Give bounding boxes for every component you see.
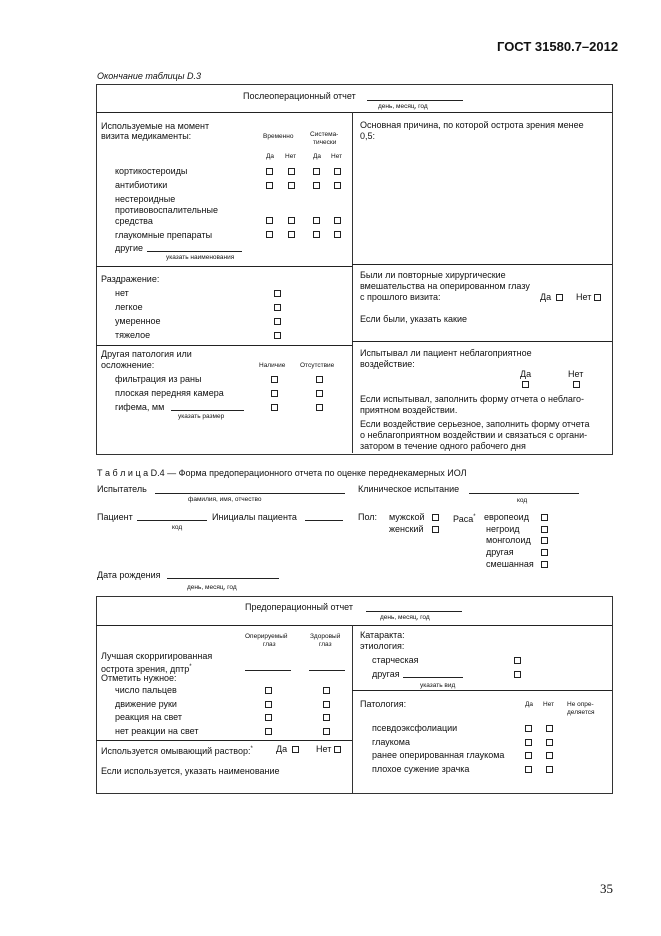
table-d4-caption: [97, 468, 467, 479]
divider: [352, 264, 612, 265]
med-other-hint: указать наименования: [166, 254, 235, 261]
col-undetermined: деляется: [567, 709, 595, 716]
reason-text: Основная причина, по которой острота зрения менее: [360, 120, 584, 130]
race-item: другая: [486, 547, 514, 557]
repeat-yes-checkbox[interactable]: [556, 294, 563, 301]
preop-date-line[interactable]: [366, 611, 462, 612]
checkbox[interactable]: [334, 182, 341, 189]
trial-line[interactable]: [469, 493, 579, 494]
pathology-item: глаукома: [372, 737, 410, 747]
adverse-no-label: Нет: [568, 369, 584, 379]
birth-hint: день, месяц, год: [187, 584, 237, 591]
checkbox[interactable]: [334, 231, 341, 238]
trial-hint: код: [517, 497, 528, 504]
irritation-item: тяжелое: [115, 330, 151, 340]
irritation-item: легкое: [115, 302, 143, 312]
divider: [96, 112, 612, 113]
repeat-text: Были ли повторные хирургические: [360, 270, 506, 280]
checkbox[interactable]: [266, 231, 273, 238]
wash-no-checkbox[interactable]: [334, 746, 341, 753]
checkbox[interactable]: [266, 182, 273, 189]
female-checkbox[interactable]: [432, 526, 439, 533]
acuity-healthy-line[interactable]: [309, 670, 345, 671]
col-healthy-eye: глаз: [319, 641, 332, 648]
checkbox[interactable]: [316, 390, 323, 397]
checkbox[interactable]: [265, 701, 272, 708]
acuity-label: Лучшая скорригированная: [101, 651, 213, 661]
checkbox[interactable]: [334, 168, 341, 175]
repeat-no-label: Нет: [576, 292, 592, 302]
checkbox[interactable]: [546, 752, 553, 759]
race-item: негроид: [486, 524, 520, 534]
checkbox[interactable]: [514, 657, 521, 664]
race-text: Раса: [453, 514, 474, 524]
checkbox[interactable]: [525, 766, 532, 773]
checkbox[interactable]: [313, 217, 320, 224]
irritation-title: Раздражение:: [101, 274, 160, 284]
checkbox[interactable]: [313, 168, 320, 175]
race-checkbox[interactable]: [541, 526, 548, 533]
initials-label: Инициалы пациента: [212, 512, 297, 522]
cataract-item: другая: [372, 669, 400, 679]
cataract-other-hint: указать вид: [420, 682, 456, 689]
checkbox[interactable]: [546, 725, 553, 732]
checkbox[interactable]: [316, 376, 323, 383]
cataract-label: Катаракта:: [360, 630, 405, 640]
tester-line[interactable]: [155, 493, 345, 494]
checkbox[interactable]: [274, 332, 281, 339]
adverse-text: Испытывал ли пациент неблагоприятное: [360, 348, 532, 358]
checkbox[interactable]: [274, 290, 281, 297]
trial-label: Клиническое испытание: [358, 484, 460, 494]
cataract-other-line[interactable]: [403, 677, 463, 678]
med-label: противовоспалительные: [115, 205, 218, 215]
col-operated-eye: Оперируемый: [245, 633, 288, 640]
race-checkbox[interactable]: [541, 514, 548, 521]
pathology-label: Патология:: [360, 699, 407, 709]
col-presence: Наличие: [259, 362, 286, 369]
wash-name-label: Если используется, указать наименование: [101, 766, 280, 776]
sex-label: Пол:: [358, 512, 378, 522]
col-systemic: Система-: [310, 131, 339, 138]
checkbox[interactable]: [265, 687, 272, 694]
col-no: Нет: [285, 153, 297, 160]
meds-heading: Используемые на момент: [101, 121, 210, 131]
wash-no-label: Нет: [316, 744, 332, 754]
date-line[interactable]: [367, 100, 463, 101]
checkbox[interactable]: [271, 376, 278, 383]
med-label: средства: [115, 216, 153, 226]
checkbox[interactable]: [288, 182, 295, 189]
col-operated-eye: глаз: [263, 641, 276, 648]
page-number: 35: [600, 881, 613, 896]
checkbox[interactable]: [313, 231, 320, 238]
hyphema-hint: указать размер: [178, 413, 225, 420]
checkbox[interactable]: [288, 231, 295, 238]
col-systemic: тически: [313, 139, 337, 146]
tester-hint: фамилия, имя, отчество: [188, 496, 262, 503]
repeat-text: с прошлого визита:: [360, 292, 441, 302]
med-other-line[interactable]: [147, 251, 242, 252]
adverse-para-2: о неблагоприятном воздействии и связаться с органи-: [360, 430, 588, 440]
repeat-which: Если были, указать какие: [360, 314, 467, 324]
irritation-item: нет: [115, 288, 129, 298]
checkbox[interactable]: [265, 728, 272, 735]
pathology-item: ранее оперированная глаукома: [372, 750, 505, 760]
race-checkbox[interactable]: [541, 537, 548, 544]
checkbox[interactable]: [525, 725, 532, 732]
acuity-operated-line[interactable]: [245, 670, 291, 671]
checkbox[interactable]: [323, 701, 330, 708]
repeat-no-checkbox[interactable]: [594, 294, 601, 301]
col-healthy-eye: Здоровый: [310, 633, 341, 640]
adverse-para-1: Если испытывал, заполнить форму отчета о неблаго-: [360, 394, 584, 404]
divider: [352, 690, 612, 691]
cataract-item: старческая: [372, 655, 419, 665]
checkbox[interactable]: [274, 304, 281, 311]
vision-item: число пальцев: [115, 685, 177, 695]
pathology-item: плохое сужение зрачка: [372, 764, 470, 774]
checkbox[interactable]: [288, 217, 295, 224]
sex-male: мужской: [389, 512, 425, 522]
checkbox[interactable]: [274, 318, 281, 325]
other-pathology-title: Другая патология или: [101, 349, 192, 359]
patient-line[interactable]: [137, 520, 207, 521]
col-undetermined: Не опре-: [567, 701, 594, 708]
med-label: кортикостероиды: [115, 166, 188, 176]
divider: [352, 112, 353, 453]
col-no: Нет: [543, 701, 555, 708]
checkbox[interactable]: [271, 404, 278, 411]
other-item: гифема, мм: [115, 402, 165, 412]
wash-label: [101, 744, 253, 757]
divider: [96, 625, 612, 626]
race-checkbox[interactable]: [541, 549, 548, 556]
divider: [352, 625, 353, 793]
col-yes: Да: [313, 153, 322, 160]
checkbox[interactable]: [546, 766, 553, 773]
birth-label: Дата рождения: [97, 570, 161, 580]
checkbox[interactable]: [265, 714, 272, 721]
med-label: антибиотики: [115, 180, 168, 190]
repeat-yes-label: Да: [540, 292, 552, 302]
checkbox[interactable]: [316, 404, 323, 411]
other-pathology-title: осложнение:: [101, 360, 155, 370]
preop-title: Предоперационный отчет: [245, 602, 353, 612]
acuity-label-text: острота зрения, дптр: [101, 664, 190, 674]
divider: [96, 266, 352, 267]
col-yes: Да: [525, 701, 534, 708]
patient-label: Пациент: [97, 512, 133, 522]
race-item: смешанная: [486, 559, 534, 569]
adverse-yes-checkbox[interactable]: [522, 381, 529, 388]
wash-label-text: Используется омывающий раствор:: [101, 746, 251, 756]
checkbox[interactable]: [546, 739, 553, 746]
checkbox[interactable]: [525, 739, 532, 746]
checkbox[interactable]: [525, 752, 532, 759]
hyphema-line[interactable]: [171, 410, 244, 411]
adverse-yes-label: Да: [520, 369, 532, 379]
vision-item: движение руки: [115, 699, 177, 709]
acuity-footnote-mark: *: [189, 664, 192, 670]
wash-yes-label: Да: [276, 744, 288, 754]
tester-label: Испытатель: [97, 484, 147, 494]
other-item: плоская передняя камера: [115, 388, 224, 398]
postop-title: Послеоперационный отчет: [243, 91, 356, 101]
adverse-para-1: приятном воздействии.: [360, 405, 458, 415]
vision-item: нет реакции на свет: [115, 726, 199, 736]
checkbox[interactable]: [514, 671, 521, 678]
med-label: нестероидные: [115, 194, 176, 204]
birth-line[interactable]: [167, 578, 279, 579]
col-no: Нет: [331, 153, 343, 160]
pathology-item: псевдоэксфолиации: [372, 723, 458, 733]
race-item: монголоид: [486, 535, 531, 545]
irritation-item: умеренное: [115, 316, 161, 326]
col-absence: Отсутствие: [300, 362, 335, 369]
sex-female: женский: [389, 524, 424, 534]
vision-item: реакция на свет: [115, 712, 182, 722]
checkbox[interactable]: [323, 714, 330, 721]
checkbox[interactable]: [288, 168, 295, 175]
checkbox[interactable]: [266, 217, 273, 224]
checkbox[interactable]: [266, 168, 273, 175]
meds-heading: визита медикаменты:: [101, 131, 192, 141]
race-label: [453, 512, 476, 525]
adverse-para-2: Если воздействие серьезное, заполнить форму отчета: [360, 419, 590, 429]
adverse-no-checkbox[interactable]: [573, 381, 580, 388]
wash-yes-checkbox[interactable]: [292, 746, 299, 753]
date-hint: день, месяц, год: [378, 103, 428, 110]
divider: [96, 345, 352, 346]
checkbox[interactable]: [313, 182, 320, 189]
race-checkbox[interactable]: [541, 561, 548, 568]
mark-label: Отметить нужное:: [101, 673, 177, 683]
divider: [96, 740, 352, 741]
checkbox[interactable]: [323, 687, 330, 694]
table-caption-rest: D.4 — Форма предоперационного отчета по оценке переднекамерных ИОЛ: [150, 468, 467, 478]
med-label: другие: [115, 243, 143, 253]
repeat-text: вмешательства на оперированном глазу: [360, 281, 530, 291]
col-temporary: Временно: [263, 133, 294, 140]
other-item: фильтрация из раны: [115, 374, 202, 384]
checkbox[interactable]: [323, 728, 330, 735]
standard-header: ГОСТ 31580.7–2012: [497, 39, 619, 54]
preop-date-hint: день, месяц, год: [380, 614, 430, 621]
med-label: глаукомные препараты: [115, 230, 213, 240]
reason-text: 0,5:: [360, 131, 376, 141]
adverse-text: воздействие:: [360, 359, 415, 369]
race-footnote-mark: *: [473, 514, 476, 520]
checkbox[interactable]: [334, 217, 341, 224]
col-yes: Да: [266, 153, 275, 160]
table-d3-caption: Окончание таблицы D.3: [97, 71, 201, 81]
table-word: Т а б л и ц а: [97, 468, 149, 478]
divider: [352, 341, 612, 342]
checkbox[interactable]: [271, 390, 278, 397]
adverse-para-2: затором в течение одного рабочего дня: [360, 441, 526, 451]
cataract-label: этиология:: [360, 641, 405, 651]
wash-footnote-mark: *: [250, 746, 253, 752]
male-checkbox[interactable]: [432, 514, 439, 521]
race-item: европеоид: [484, 512, 529, 522]
initials-line[interactable]: [305, 520, 343, 521]
patient-hint: код: [172, 524, 183, 531]
